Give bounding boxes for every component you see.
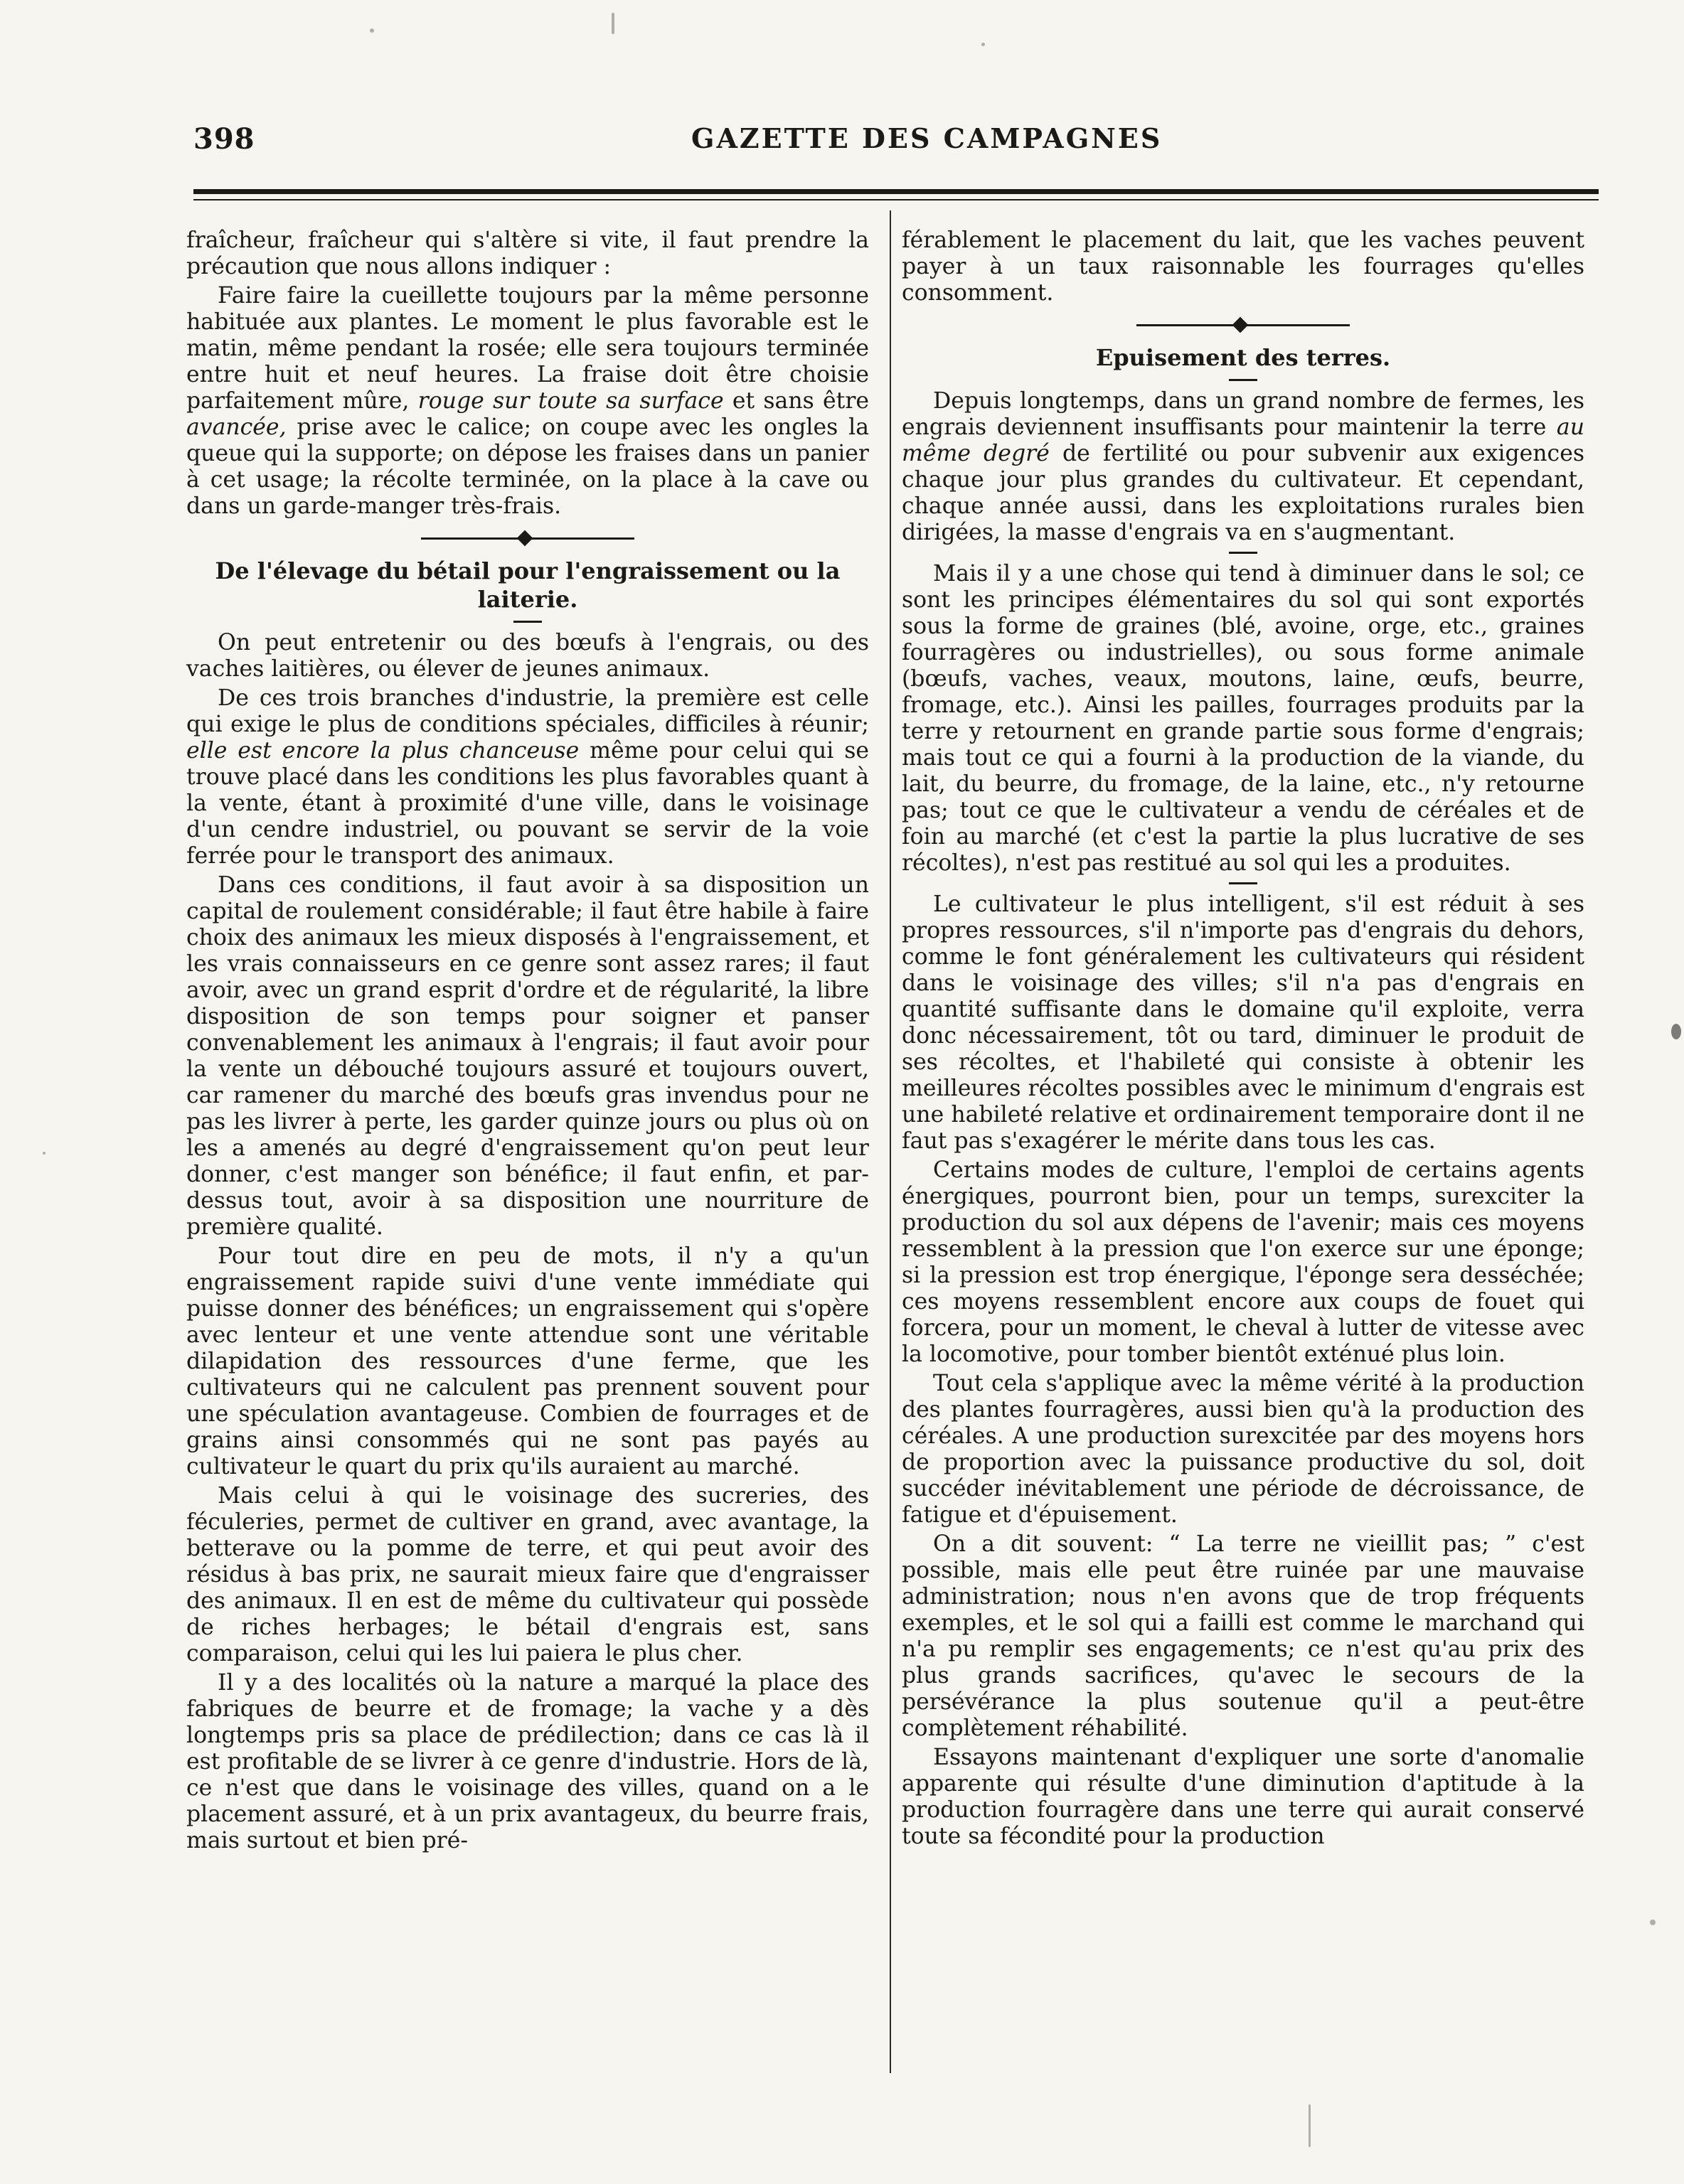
paragraph: Pour tout dire en peu de mots, il n'y a qu'un engraissement rapide suivi d'une vente immédiate qui puisse donner des bénéfices; un engraissement qui s'opère avec lenteur et une vente attendue sont une véritable dilapidation des ressources d'une ferme, que les cultivateurs qui ne calculent pas prennent souvent pour une spéculation avantageuse. Combien de fourrages et de grains ainsi consommés qui ne sont pas payés au cultivateur le quart du prix qu'ils auraient au marché. (186, 1243, 869, 1479)
scan-speck (1309, 2104, 1311, 2147)
italic-run: elle est encore la plus chanceuse (186, 738, 580, 764)
scan-speck (1650, 1920, 1656, 1925)
paragraph: Mais celui à qui le voisinage des sucreries, des féculeries, permet de cultiver en grand, avec avantage, la betterave ou la pomme de terre, et qui peut avoir des résidus à bas prix, ne saurait mieux faire que d'engraisser des animaux. Il en est de même du cultivateur qui possède de riches herbages; le bétail d'engrais est, sans comparaison, celui qui les lui paiera le plus cher. (186, 1483, 869, 1666)
italic-run: au même degré (902, 414, 1584, 466)
section-dash (513, 621, 542, 623)
paragraph: Le cultivateur le plus intelligent, s'il est réduit à ses propres ressources, s'il n'importe pas d'engrais du dehors, comme le font généralement les cultivateurs qui résident dans le voisinage des villes; s'il n'a pas d'engrais en quantité suffisante dans le domaine qu'il exploite, verra donc nécessairement, tôt ou tard, diminuer le produit de ses récoltes, et l'habileté qui consiste à obtenir les meilleures récoltes possibles avec le minimum d'engrais est une habileté relative et ordinairement temporaire dont il ne faut pas s'exagérer le mérite dans tous les cas. (902, 892, 1584, 1154)
section-ornament (421, 530, 634, 547)
paragraph: Certains modes de culture, l'emploi de certains agents énergiques, pourront bien, pour un temps, surexciter la production du sol aux dépens de l'avenir; mais ces moyens ressemblent à la pression que l'on exerce sur une éponge; si la pression est trop énergique, l'éponge sera desséchée; ces moyens ressemblent encore aux coups de fouet qui forcera, pour un moment, le cheval à lutter de vitesse avec la locomotive, pour tomber bientôt exténué plus loin. (902, 1157, 1584, 1367)
paragraph (186, 283, 869, 520)
column-divider (890, 210, 891, 2073)
paragraph: Tout cela s'applique avec la même vérité à la production des plantes fourragères, aussi bien qu'à la production des céréales. A une production surexcitée par des moyens hors de proportion avec la puissance productive du sol, doit succéder inévitablement une période de décroissance, de fatigue et d'épuisement. (902, 1371, 1584, 1528)
section-title: Epuisement des terres. (1095, 344, 1391, 371)
section-dash (1229, 379, 1257, 381)
text-run: de fertilité ou pour subvenir aux exigences chaque jour plus grandes du cultivateur. Et cependant, chaque année aussi, dans les exploitations rurales bien dirigées, la masse d'engrais va en s'augmentant. (902, 441, 1585, 545)
paragraph: férablement le placement du lait, que les vaches peuvent payer à un taux raisonnable les fourrages qu'elles consomment. (902, 228, 1584, 306)
header-rule-thin (193, 199, 1599, 200)
text-run: Faire faire la cueillette toujours par la même personne habituée aux plantes. Le moment le plus favorable est le matin, même pendant la rosée; elle sera toujours terminée entre huit et neuf heures. La fraise doit être choisie parfaitement mûre, (186, 283, 869, 414)
page-number: 398 (193, 122, 255, 156)
paragraph: On a dit souvent: “ La terre ne vieillit pas; ” c'est possible, mais elle peut être ruinée par une mauvaise administration; nous n'en avons que de trop fréquents exemples, et le sol qui a failli est comme le marchand qui n'a pu remplir ses engagements; ce n'est qu'au prix des plus grands sacrifices, qu'avec le secours de la persévérance la plus soutenue qu'il a peut-être complètement réhabilité. (902, 1531, 1584, 1741)
text-run: prise avec le calice; on coupe avec les ongles la queue qui la supporte; on dépose les fraises dans un panier à cet usage; la récolte terminée, on la place à la cave ou dans un garde-manger très-frais. (186, 414, 869, 519)
text-run: et sans être (732, 388, 870, 414)
header-rule-thick (193, 189, 1599, 194)
paragraph: On peut entretenir ou des bœufs à l'engrais, ou des vaches laitières, ou élever de jeunes animaux. (186, 630, 869, 682)
paragraph: Mais il y a une chose qui tend à diminuer dans le sol; ce sont les principes élémentaires du sol qui sont exportés sous la forme de graines (blé, avoine, orge, etc., graines fourragères ou industrielles), ou sous forme animale (bœufs, vaches, veaux, moutons, laine, œufs, beurre, fromage, etc.). Ainsi les pailles, fourrages produits par la terre y retournent en grande partie sous forme d'engrais; mais tout ce qui a fourni à la production de la viande, du lait, du beurre, du fromage, de la laine, etc., n'y retourne pas; tout ce que le cultivateur a vendu de céréales et de foin au marché (et c'est la partie la plus lucrative de ses récoltes), n'est pas restitué au sol qui les a produites. (902, 561, 1584, 876)
scan-speck (43, 1152, 46, 1155)
text-run: Depuis longtemps, dans un grand nombre de fermes, les engrais deviennent insuffisants pour maintenir la terre (902, 388, 1584, 440)
left-column (186, 228, 869, 1857)
section-title: De l'élevage du bétail pour l'engraissement ou la laiterie. (215, 557, 841, 613)
paragraph (186, 685, 869, 869)
text-run: même pour celui qui se trouve placé dans les conditions les plus favorables quant à la vente, étant à proximité d'une ville, dans le voisinage d'un cendre industriel, ou pouvant se servir de la voie ferrée pour le transport des animaux. (186, 738, 869, 869)
paragraph: Essayons maintenant d'expliquer une sorte d'anomalie apparente qui résulte d'une diminution d'aptitude à la production fourragère dans une terre qui aurait conservé toute sa fécondité pour la production (902, 1745, 1584, 1849)
text-run: De ces trois branches d'industrie, la première est celle qui exige le plus de conditions spéciales, difficiles à réunir; (186, 685, 869, 737)
italic-run: rouge sur toute sa surface (417, 388, 724, 414)
right-column (902, 228, 1584, 1853)
running-title: GAZETTE DES CAMPAGNES (691, 122, 1163, 154)
paragraph: Il y a des localités où la nature a marqué la place des fabriques de beurre et de fromage; la vache y a dès longtemps pris sa place de prédilection; dans ce cas là il est profitable de se livrer à ce genre d'industrie. Hors de là, ce n'est que dans le voisinage des villes, quand on a le placement assuré, et à un prix avantageux, du beurre frais, mais surtout et bien pré- (186, 1670, 869, 1853)
scan-speck (612, 13, 614, 34)
paragraph (902, 388, 1584, 546)
scan-speck (1671, 1024, 1681, 1039)
paragraph-dash (1229, 552, 1257, 554)
section-ornament (1136, 316, 1350, 333)
paragraph-dash (1229, 882, 1257, 884)
page-header (193, 122, 1570, 165)
italic-run: avancée, (186, 414, 287, 440)
paragraph: fraîcheur, fraîcheur qui s'altère si vite, il faut prendre la précaution que nous allons indiquer : (186, 228, 869, 279)
scan-speck (370, 28, 374, 33)
scan-speck (981, 43, 985, 46)
paragraph: Dans ces conditions, il faut avoir à sa disposition un capital de roulement considérable; il faut être habile à faire choix des animaux les mieux disposés à l'engraissement, et les vrais connaisseurs en ce genre sont assez rares; il faut avoir, avec un grand esprit d'ordre et de régularité, la libre disposition de son temps pour soigner et panser convenablement les animaux à l'engrais; il faut avoir pour la vente un débouché toujours assuré et toujours ouvert, car ramener du marché des bœufs gras invendus pour ne pas les livrer à perte, les garder quinze jours ou plus où on les a amenés au degré d'engraissement qu'on peut leur donner, c'est manger son bénéfice; il faut enfin, et par-dessus tout, avoir à sa disposition une nourriture de première qualité. (186, 872, 869, 1240)
